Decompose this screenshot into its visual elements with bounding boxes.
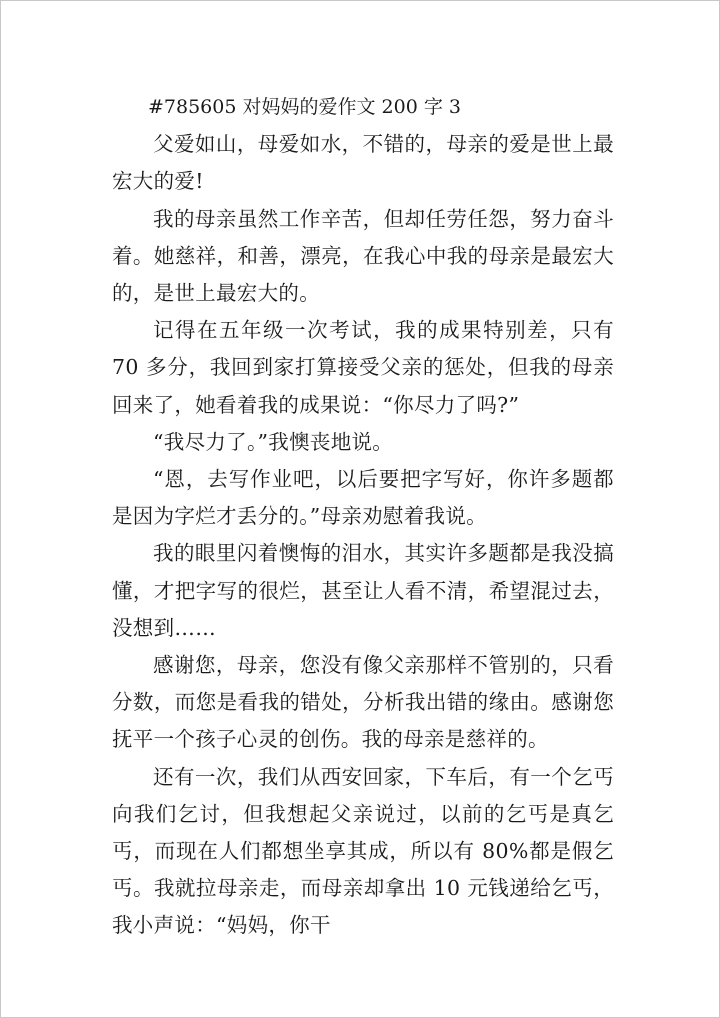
paragraph-4: “我尽力了。”我懊丧地说。	[153, 429, 394, 454]
paragraph-6: 我的眼里闪着懊悔的泪水，其实许多题都是我没搞懂，才把字写的很烂，甚至让人看不清，希望混过去，没想到……	[112, 541, 614, 640]
paragraph-5: “恩，去写作业吧，以后要把字写好，你许多题都是因为字烂才丢分的。”母亲劝慰着我说。	[112, 467, 614, 529]
paragraph-3: 记得在五年级一次考试，我的成果特别差，只有 70 多分，我回到家打算接受父亲的惩处，但我的母亲回来了，她看着我的成果说：“你尽力了吗?”	[112, 318, 614, 417]
paragraph-1: 父爱如山，母爱如水，不错的，母亲的爱是世上最宏大的爱!	[112, 132, 614, 194]
document-body	[112, 89, 614, 945]
paragraph-7: 感谢您，母亲，您没有像父亲那样不管别的，只看分数，而您是看我的错处，分析我出错的缘由。感谢您抚平一个孩子心灵的创伤。我的母亲是慈祥的。	[112, 653, 614, 752]
paragraph-2: 我的母亲虽然工作辛苦，但却任劳任怨，努力奋斗着。她慈祥，和善，漂亮，在我心中我的母亲是最宏大的，是世上最宏大的。	[112, 206, 614, 306]
paragraph-8: 还有一次，我们从西安回家，下车后，有一个乞丐向我们乞讨，但我想起父亲说过，以前的乞丐是真乞丐，而现在人们都想坐享其成，所以有 80%都是假乞丐。我就拉母亲走，而母亲却拿出 10 元钱递给乞丐，我小声说：“妈妈，你干	[112, 764, 614, 938]
document-title: #785605 对妈妈的爱作文 200 字 3	[148, 96, 461, 118]
